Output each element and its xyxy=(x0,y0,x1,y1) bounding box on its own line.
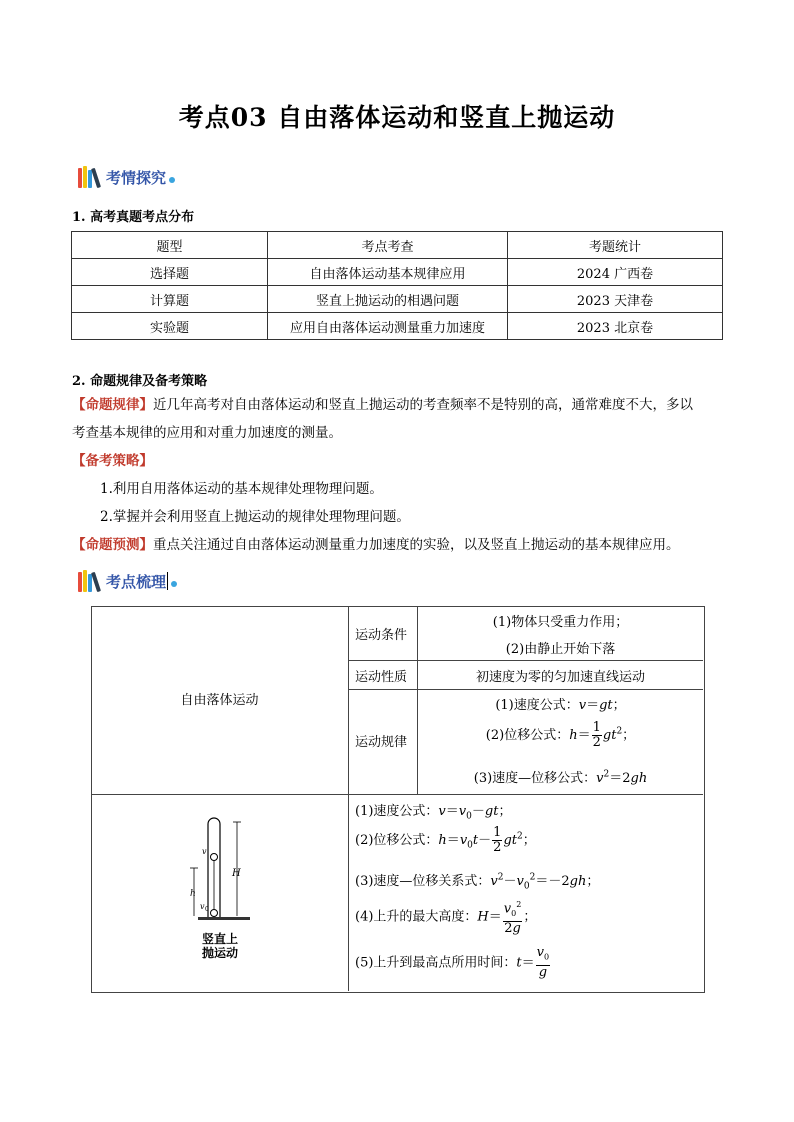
upthrow-velocity: (1)速度公式：$v=v_0-gt$； xyxy=(355,804,512,822)
condition-label: 运动条件 xyxy=(355,628,408,643)
table-row xyxy=(72,286,723,313)
table-cell: 自由落体运动基本规律应用 xyxy=(268,259,508,286)
header-cell: 考题统计 xyxy=(508,232,723,259)
table-cell: 实验题 xyxy=(72,313,268,340)
upthrow-time: (5)上升到最高点所用时间：t＝ $\frac{v_0}{g}$ xyxy=(355,945,550,980)
divider xyxy=(348,606,349,991)
strategy-tag: 【备考策略】 xyxy=(72,453,153,469)
table-cell: 选择题 xyxy=(72,259,268,286)
fraction: $\frac{1}{2}$ xyxy=(592,720,601,750)
fraction: $\frac{v_0^2}{2g}$ xyxy=(503,900,522,936)
svg-text:H: H xyxy=(232,868,241,879)
predict-tag: 【命题预测】 xyxy=(72,537,153,553)
condition-2: (2)由静止开始下落 xyxy=(505,642,616,657)
formula-label: (5)上升到最高点所用时间： xyxy=(355,955,517,971)
formula-label: (2)位移公式： xyxy=(355,833,439,848)
books-icon xyxy=(78,166,104,188)
dot-icon xyxy=(169,177,175,183)
upthrow-title-line: 竖直上 xyxy=(201,932,238,946)
exam-distribution-table xyxy=(71,231,723,340)
law-velocity-displacement: (3)速度—位移公式：$v^2=2gh$ xyxy=(473,769,648,786)
nature-value: 初速度为零的匀加速直线运动 xyxy=(475,670,645,685)
rule-paragraph xyxy=(72,391,732,559)
table-cell: 2023 天津卷 xyxy=(508,286,723,313)
formula-label: (3)速度—位移关系式： xyxy=(355,874,491,889)
upthrow-max-height: (4)上升的最大高度：H＝ $\frac{v_0^2}{2g}$ ； xyxy=(355,900,537,936)
upthrow-title-line: 抛运动 xyxy=(201,946,238,960)
section-header-exam-analysis xyxy=(78,164,175,190)
section-title: 考情探究 xyxy=(106,168,167,187)
text-cursor xyxy=(167,572,168,590)
books-icon xyxy=(78,570,104,592)
formula-label: (2)位移公式： xyxy=(485,728,570,743)
freefall-title: 自由落体运动 xyxy=(180,693,259,708)
upthrow-velocity-displacement: (3)速度—位移关系式：$v^2-v_0^2=-2gh$； xyxy=(355,872,600,892)
section-title: 考点梳理 xyxy=(106,572,167,591)
rule-text: 近几年高考对自由落体运动和竖直上抛运动的考查频率不是特别的高，通常难度不大，多以 xyxy=(153,397,693,413)
subheading-strategy: 2. 命题规律及备考策略 xyxy=(72,374,208,389)
table-cell: 2024 广西卷 xyxy=(508,259,723,286)
svg-text:h: h xyxy=(190,889,196,899)
svg-text:v: v xyxy=(200,902,205,911)
upthrow-title xyxy=(180,932,260,960)
svg-text:v: v xyxy=(202,847,207,856)
table-cell: 应用自由落体运动测量重力加速度 xyxy=(268,313,508,340)
formula-label: (1)速度公式： xyxy=(355,804,439,819)
law-velocity: (1)速度公式：v＝gt； xyxy=(495,698,626,713)
fraction: $\frac{v_0}{g}$ xyxy=(536,945,550,980)
table-row xyxy=(72,313,723,340)
strategy-item-2: 2.掌握并会利用竖直上抛运动的规律处理物理问题。 xyxy=(100,509,410,525)
table-cell: 计算题 xyxy=(72,286,268,313)
law-label: 运动规律 xyxy=(355,735,408,750)
formula-label: (4)上升的最大高度： xyxy=(355,909,478,925)
table-cell: 2023 北京卷 xyxy=(508,313,723,340)
fraction: $\frac{1}{2}$ xyxy=(493,825,502,855)
dot-icon xyxy=(171,581,177,587)
header-cell: 题型 xyxy=(72,232,268,259)
nature-label: 运动性质 xyxy=(355,670,408,685)
page-title: 考点03 自由落体运动和竖直上抛运动 xyxy=(178,103,616,132)
strategy-item-1: 1.利用自用落体运动的基本规律处理物理问题。 xyxy=(100,481,383,497)
rule-text-2: 考查基本规律的应用和对重力加速度的测量。 xyxy=(72,425,342,441)
table-cell: 竖直上抛运动的相遇问题 xyxy=(268,286,508,313)
table-row xyxy=(72,259,723,286)
divider xyxy=(91,794,703,795)
section-header-key-points xyxy=(78,568,177,594)
law-displacement: (2)位移公式：h＝ $\frac{1}{2}$ $gt^2$； xyxy=(485,720,636,750)
header-cell: 考点考查 xyxy=(268,232,508,259)
table-header-row xyxy=(72,232,723,259)
divider xyxy=(348,660,703,661)
condition-1: (1)物体只受重力作用； xyxy=(492,615,629,630)
predict-text: 重点关注通过自由落体运动测量重力加速度的实验，以及竖直上抛运动的基本规律应用。 xyxy=(153,537,680,553)
svg-text:0: 0 xyxy=(205,906,209,913)
formula-label: (1)速度公式： xyxy=(495,698,579,713)
rule-tag: 【命题规律】 xyxy=(72,397,153,413)
divider xyxy=(348,689,703,690)
subheading-distribution: 1. 高考真题考点分布 xyxy=(72,210,195,225)
upthrow-displacement: (2)位移公式：$h=v_0t-$ $\frac{1}{2}$ $gt^2$； xyxy=(355,825,536,855)
formula-label: (3)速度—位移公式： xyxy=(473,771,597,786)
